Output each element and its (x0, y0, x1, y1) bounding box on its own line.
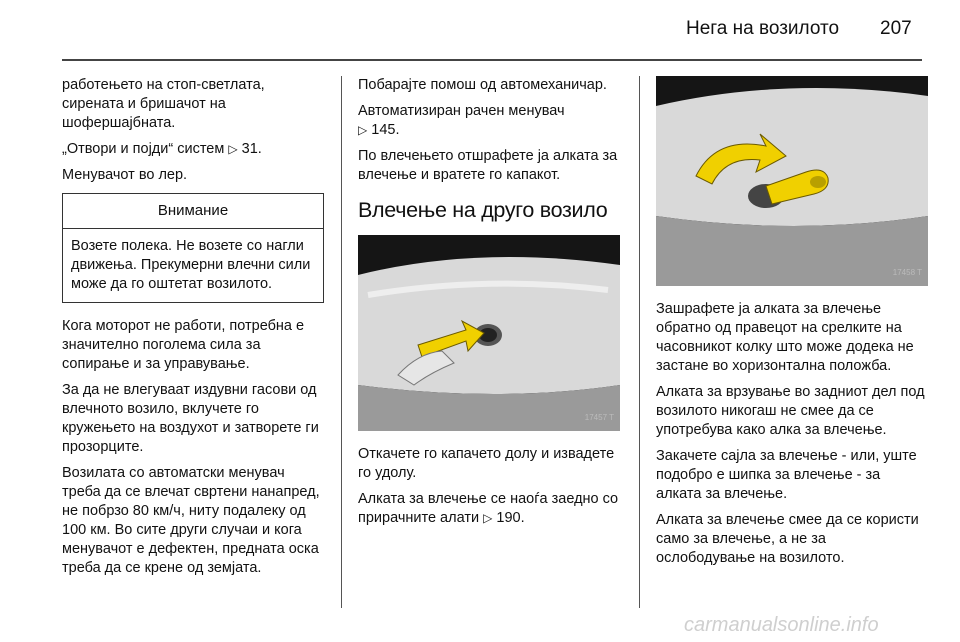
page-header (0, 0, 960, 60)
column-2 (358, 76, 620, 535)
header-rule (62, 59, 922, 61)
page-number: 207 (880, 18, 912, 39)
paragraph-ref (358, 102, 620, 140)
column-1 (62, 76, 324, 585)
warning-box (62, 193, 324, 303)
paragraph: Побарајте помош од автомеханичар. (358, 77, 607, 93)
figure-code: 17457 T (584, 413, 614, 422)
watermark: carmanualsonline.info (684, 614, 879, 636)
page-title: Нега на возилото (686, 18, 840, 39)
paragraph: Алката за влечење смее да се користи само за влечење, а не за ослободување на возилото. (656, 512, 919, 566)
paragraph: По влечењето отшрафете ја алката за влечење и вратете го капакот. (358, 148, 618, 183)
warning-title: Внимание (63, 194, 323, 229)
paragraph: Кога моторот не работи, потребна е значително поголема сила за сопирање и за управување. (62, 318, 305, 372)
figure-towing-cover (358, 235, 620, 431)
figure-towing-eye (656, 76, 928, 286)
paragraph: Алката за врзување во задниот дел под возилото никогаш не смее да се употребува како алка за влечење. (656, 384, 925, 438)
triangle-ref-icon: ▷ (358, 123, 368, 137)
paragraph: Откачете го капачето долу и извадете го удолу. (358, 446, 615, 481)
bumper-cover-illustration (358, 235, 620, 431)
triangle-ref-icon: ▷ (483, 511, 493, 525)
towing-eye-illustration (656, 76, 928, 286)
ref-text: Автоматизиран рачен менувач (358, 103, 565, 119)
paragraph: За да не влегуваат издувни гасови од влечното возило, вклучете го кружењето на воздухот и затворете ги прозорците. (62, 382, 319, 455)
ref-page[interactable]: 190. (496, 510, 525, 526)
paragraph-ref (62, 140, 324, 159)
ref-text: Алката за влечење се наоѓа заедно со прирачните алати (358, 491, 619, 526)
paragraph: работењето на стоп-светлата, сирената и бришачот на шофершајбната. (62, 77, 265, 131)
column-3 (656, 76, 928, 575)
ref-page[interactable]: 145. (371, 122, 400, 138)
warning-body: Возете полека. Не возете со нагли движења. Прекумерни влечни сили може да го оштетат возилото. (71, 238, 311, 292)
ref-page[interactable]: 31. (241, 141, 262, 157)
triangle-ref-icon: ▷ (228, 142, 238, 156)
paragraph: Закачете сајла за влечење - или, уште подобро е шипка за влечење - за алката за влечење. (656, 448, 917, 502)
figure-code: 17458 T (892, 268, 922, 277)
column-divider (341, 76, 342, 608)
paragraph: Возилата со автоматски менувач треба да се влечат свртени нанапред, не побрзо 80 км/ч, ниту подалеку од 100 км. Во сите други случаи и кога менувачот е дефектен, предната оска треба да се крене од земјата. (62, 465, 320, 576)
ref-text: „Отвори и појди“ систем (62, 141, 225, 157)
column-divider (639, 76, 640, 608)
section-heading: Влечење на друго возило (358, 198, 608, 222)
paragraph: Менувачот во лер. (62, 167, 188, 183)
paragraph: Зашрафете ја алката за влечење обратно од правецот на срелките на часовникот колку што може додека не застане во хоризонтална положба. (656, 301, 914, 374)
paragraph-ref (358, 490, 620, 528)
